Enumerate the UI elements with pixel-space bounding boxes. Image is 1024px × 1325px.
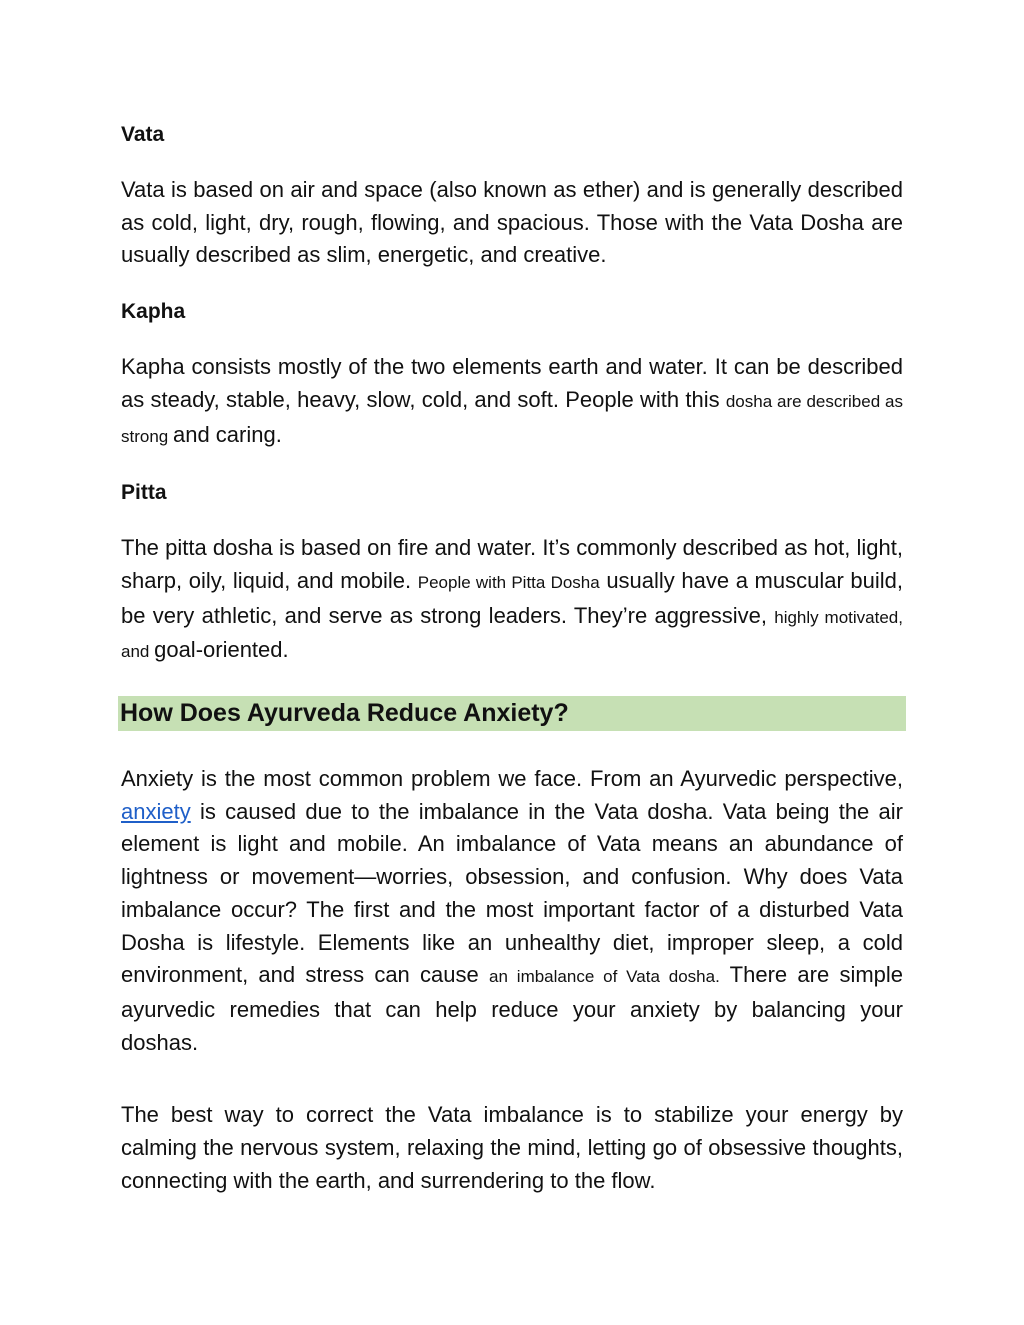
anxiety-section-heading: How Does Ayurveda Reduce Anxiety?: [118, 696, 906, 731]
kapha-text-2: and caring.: [172, 421, 282, 447]
vata-heading: Vata: [121, 123, 165, 146]
pitta-text-1: The pitta dosha is based on fire and water. It’s commonly described as hot, light, sharp, oily, liquid, and mobile.: [121, 535, 903, 593]
anxiety-paragraph-2: The best way to correct the Vata imbalance is to stabilize your energy by calming the nervous system, relaxing the mind, letting go of obsessive thoughts, connecting with the earth, and surrendering to the flow.: [121, 1102, 903, 1193]
kapha-text-small: dosha are described as strong: [121, 391, 903, 446]
vata-paragraph: Vata is based on air and space (also known as ether) and is generally described as cold, light, dry, rough, flowing, and spacious. Those with the Vata Dosha are usually described as slim, energetic, and creative.: [121, 177, 903, 268]
kapha-heading: Kapha: [121, 300, 186, 324]
document-page: [121, 118, 903, 1220]
anxiety-text-small: an imbalance of Vata dosha.: [489, 967, 720, 987]
anxiety-paragraph-1: [121, 763, 903, 1059]
pitta-text-2: usually have a muscular build, be very athletic, and serve as strong leaders. They’re aggressive,: [121, 567, 903, 628]
anxiety-text-3: There are simple ayurvedic remedies that can help reduce your anxiety by balancing your doshas.: [121, 962, 904, 1055]
pitta-text-small-1: People with Pitta Dosha: [417, 572, 600, 592]
kapha-text-1: Kapha consists mostly of the two elements earth and water. It can be described as steady, stable, heavy, slow, cold, and soft. People with this: [121, 354, 903, 412]
kapha-paragraph: [121, 351, 903, 453]
pitta-text-3: goal-oriented.: [154, 637, 289, 663]
anxiety-text-1: Anxiety is the most common problem we face. From an Ayurvedic perspective,: [121, 766, 903, 792]
pitta-heading: Pitta: [121, 481, 167, 505]
pitta-paragraph: [121, 532, 903, 669]
pitta-text-small-2: highly motivated, and: [121, 607, 903, 662]
anxiety-link[interactable]: anxiety: [121, 798, 191, 824]
anxiety-text-2: is caused due to the imbalance in the Vata dosha. Vata being the air element is light and mobile. An imbalance of Vata means an abundance of lightness or movement—worries, obsession, and confusion. Why does Vata imbalance occur? The first and the most important factor of a disturbed Vata Dosha is lifestyle. Elements like an unhealthy diet, improper sleep, a cold environment, and stress can cause: [121, 798, 903, 988]
